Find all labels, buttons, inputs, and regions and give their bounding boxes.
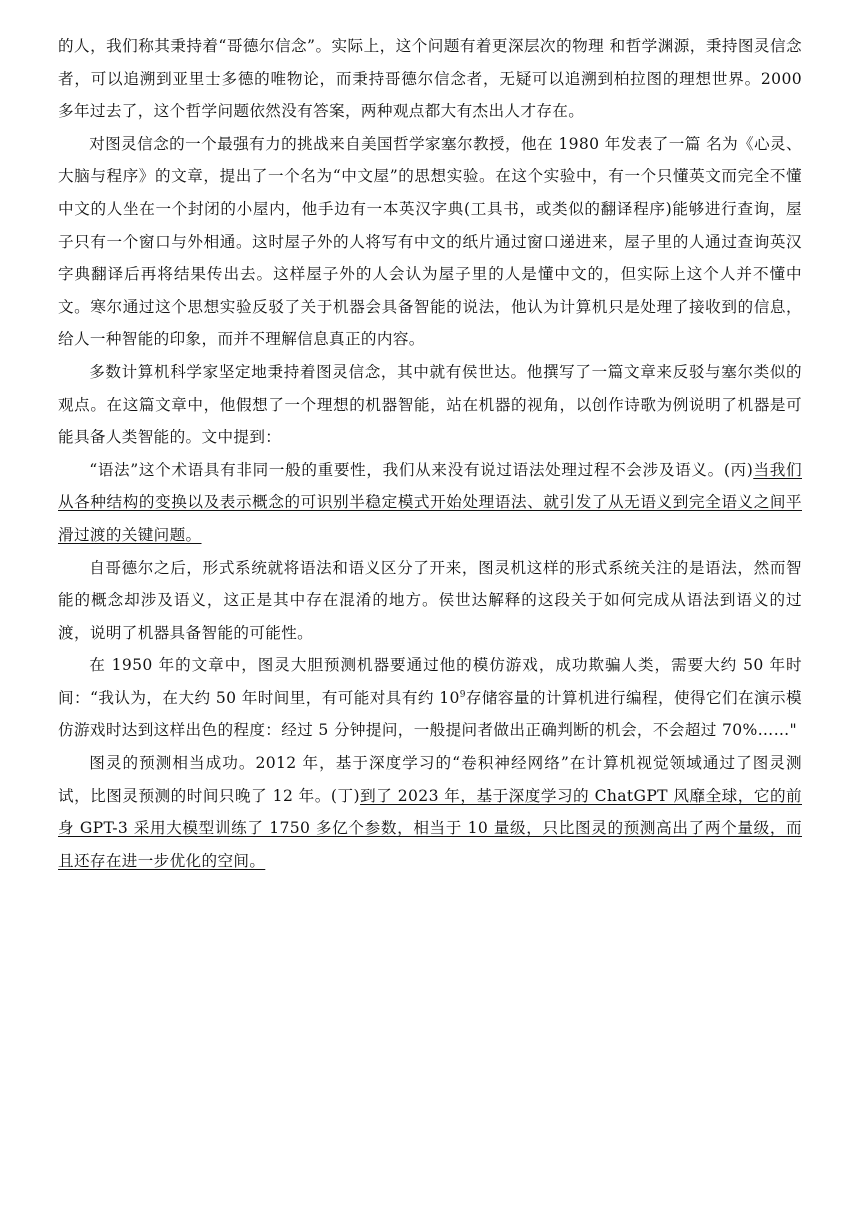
paragraph-chinese-room: 对图灵信念的一个最强有力的挑战来自美国哲学家塞尔教授，他在 1980 年发表了一篇 名为《心灵、大脑与程序》的文章，提出了一个名为“中文屋”的思想实验。在这个实验中，有一个只懂英文而完全不懂中文的人坐在一个封闭的小屋内，他手边有一本英汉字典(工具书，或类似的翻译程序)能够进行查询，屋子只有一个窗口与外相通。这时屋子外的人将写有中文的纸片通过窗口递进来，屋子里的人通过查询英汉字典翻译后再将结果传出去。这样屋子外的人会认为屋子里的人是懂中文的，但实际上这个人并不懂中文。寒尔通过这个思想实验反驳了关于机器会具备智能的说法，他认为计算机只是处理了接收到的信息，给人一种智能的印象，而并不理解信息真正的内容。 (58, 134, 802, 349)
paragraph-turing-prediction (58, 649, 802, 747)
success-text: 图灵的预测相当成功。2012 年，基于深度学习的“卷积神经网络”在计算机视觉领域通过了图灵测试，比图灵预测的时间只晚了 12 年。(丁) (58, 754, 802, 805)
underlined-sentence-bing: 当我们从各种结构的变换以及表示概念的可识别半稳定模式开始处理语法、就引发了从无语义到完全语义之间平滑过渡的关键问题。 (58, 460, 802, 544)
prediction-text: 在 1950 年的文章中，图灵大胆预测机器要通过他的模仿游戏，成功欺骗人类，需要大约 50 年时间：“我认为，在大约 50 年时间里，有可能对具有约 10 (58, 656, 802, 707)
underlined-sentence-ding: 到了 2023 年，基于深度学习的 ChatGPT 风靡全球，它的前身 GPT-3 采用大模型训练了 1750 多亿个参数，相当于 10 量级，只比图灵的预测高出了两个量级，而且还存在进一步优化的空间。 (58, 786, 802, 870)
prediction-text-cont: 存储容量的计算机进行编程，使得它们在演示模仿游戏时达到这样出色的程度：经过 5 分钟提问，一般提问者做出正确判断的机会，不会超过 70%……" (58, 688, 802, 740)
paragraph-1: 的人，我们称其秉持着“哥德尔信念”。实际上，这个问题有着更深层次的物理 和哲学渊源，秉持图灵信念者，可以追溯到亚里士多德的唯物论，而秉持哥德尔信念者，无疑可以追溯到柏拉图的理想世界。2000 多年过去了，这个哲学问题依然没有答案，两种观点都大有杰出人才存在。 (58, 37, 802, 121)
exponent: 9 (459, 689, 466, 700)
paragraph-godel-semantics: 自哥德尔之后，形式系统就将语法和语义区分了开来，图灵机这样的形式系统关注的是语法，然而智能的概念却涉及语义，这正是其中存在混淆的地方。侯世达解释的这段关于如何完成从语法到语义的过渡，说明了机器具备智能的可能性。 (58, 558, 802, 642)
paragraph-prediction-success (58, 747, 802, 877)
paragraph-hofstadter: 多数计算机科学家坚定地秉持着图灵信念，其中就有侯世达。他撰写了一篇文章来反驳与塞尔类似的观点。在这篇文章中，他假想了一个理想的机器智能，站在机器的视角，以创作诗歌为例说明了机器是可能具备人类智能的。文中提到： (58, 362, 802, 447)
paragraph-quote-syntax (58, 454, 802, 552)
quote-text: “语法”这个术语具有非同一般的重要性，我们从来没有说过语法处理过程不会涉及语义。(丙) (89, 460, 754, 479)
